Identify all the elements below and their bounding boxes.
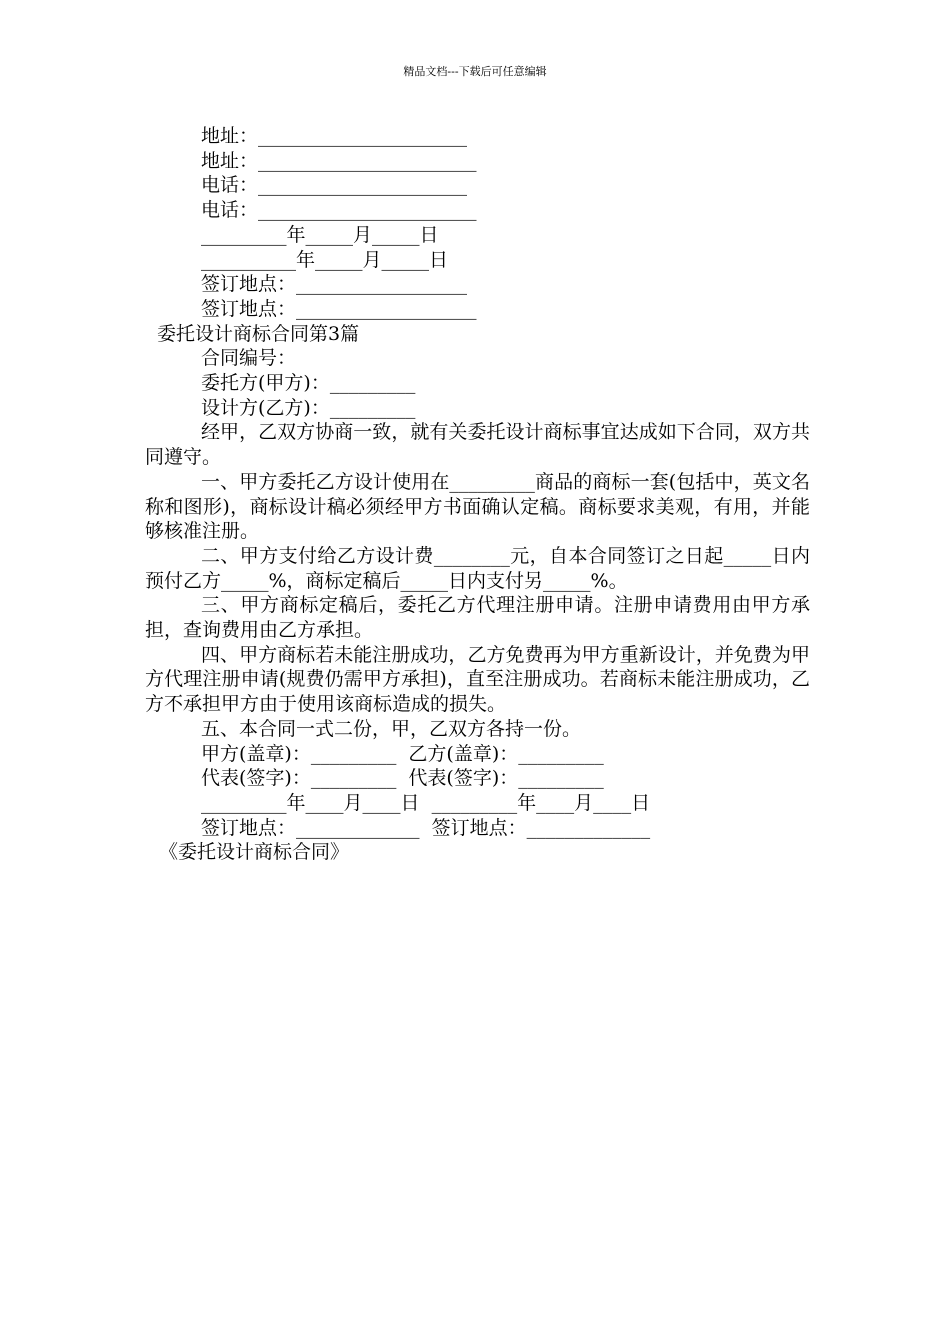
seal-line: 甲方(盖章)：_________ 乙方(盖章)：_________: [201, 742, 604, 765]
clause-1: 一、甲方委托乙方设计使用在_________商品的商标一套(包括中，英文名称和图形)，商标设计稿必须经甲方书面确认定稿。商标要求美观，有用，并能够核准注册。: [145, 470, 810, 543]
signing-place-line: 签订地点：_____________ 签订地点：_____________: [201, 816, 651, 839]
address-line: 地址：_______________________: [201, 149, 477, 172]
clause-4: 四、甲方商标若未能注册成功，乙方免费再为甲方重新设计，并免费为甲方代理注册申请(规费仍需甲方承担)，直至注册成功。若商标未能注册成功，乙方不承担甲方由于使用该商标造成的损失。: [145, 643, 810, 716]
intro-paragraph: 经甲，乙双方协商一致，就有关委托设计商标事宜达成如下合同，双方共同遵守。: [145, 421, 810, 469]
phone-line: 电话：______________________: [201, 174, 468, 197]
clause-3: 三、甲方商标定稿后，委托乙方代理注册申请。注册申请费用由甲方承担，查询费用由乙方承担。: [145, 594, 810, 642]
clause-2: 二、甲方支付给乙方设计费________元，自本合同签订之日起_____日内预付乙方_____%，商标定稿后_____日内支付另_____%。: [145, 544, 810, 592]
date-line: _________年_____月_____日: [201, 223, 439, 246]
document-body: [145, 124, 810, 865]
section-title: 委托设计商标合同第3篇: [157, 322, 360, 345]
party-a-line: 委托方(甲方)：_________: [201, 372, 416, 395]
document-footer-title: 《委托设计商标合同》: [159, 841, 350, 864]
date-line: __________年_____月_____日: [201, 248, 449, 271]
address-line: 地址：______________________: [201, 125, 468, 147]
contract-number: 合同编号：: [201, 347, 297, 370]
signing-place-line: 签订地点：___________________: [201, 297, 477, 320]
signing-place-line: 签订地点：__________________: [201, 273, 468, 296]
signing-date-line: _________年____月____日 _________年____月____日: [201, 791, 651, 814]
page-header: 精品文档---下载后可任意编辑: [403, 65, 547, 78]
representative-line: 代表(签字)：_________ 代表(签字)：_________: [201, 767, 604, 790]
clause-5: 五、本合同一式二份，甲，乙双方各持一份。: [201, 717, 582, 740]
phone-line: 电话：_______________________: [201, 199, 477, 222]
party-b-line: 设计方(乙方)：_________: [201, 396, 416, 419]
